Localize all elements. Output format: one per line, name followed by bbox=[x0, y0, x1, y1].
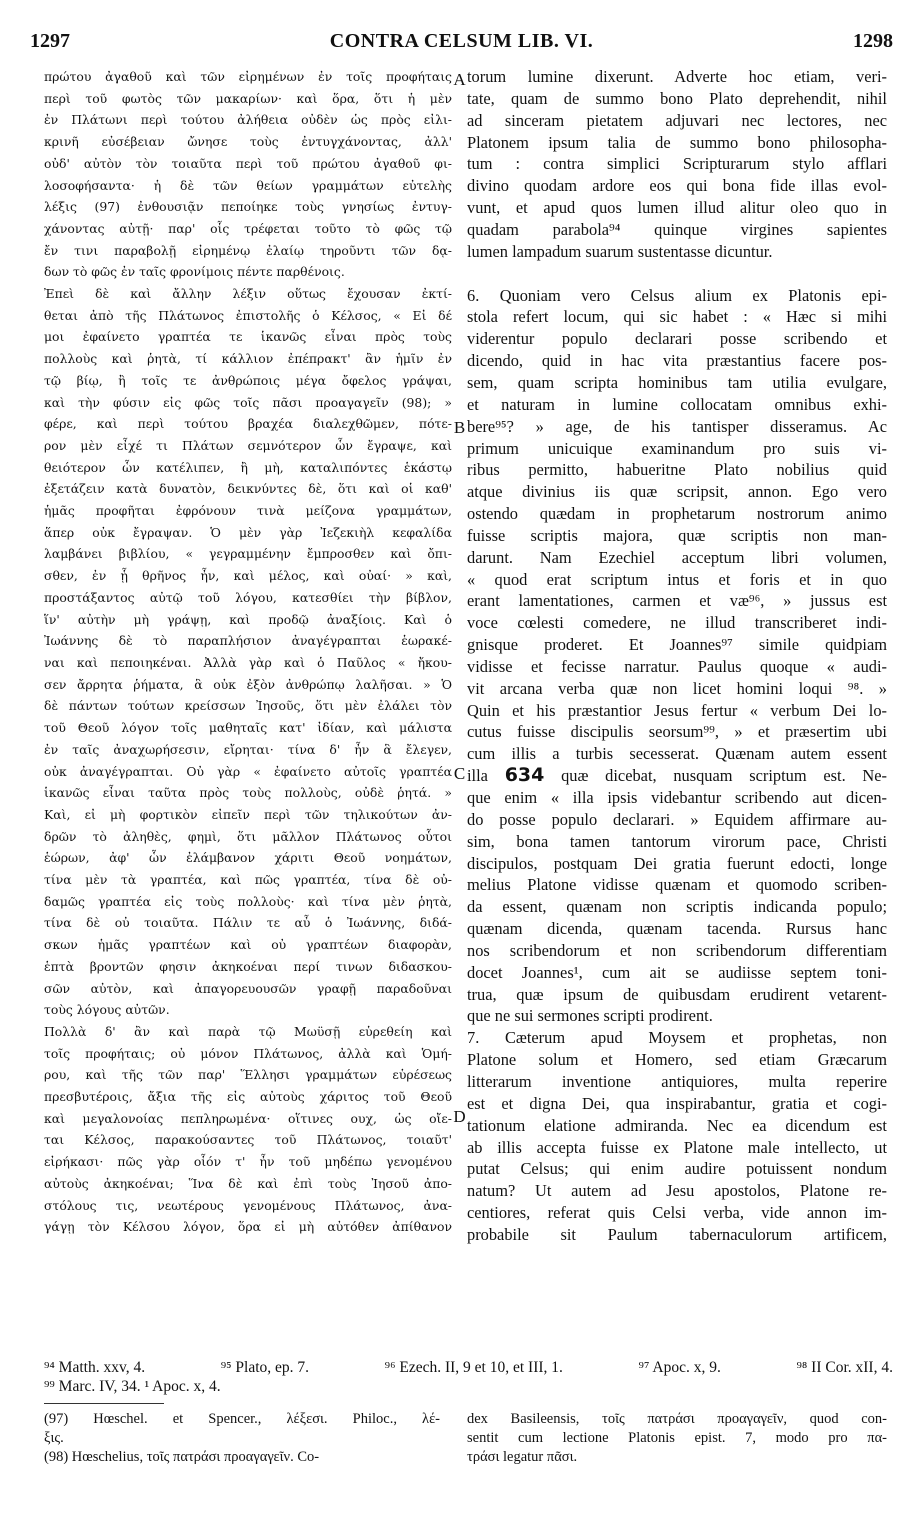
margin-marker-d: D bbox=[453, 1107, 466, 1126]
greek-text-line: καὶ μεγαλονοίας πεπληρωμένα· οἵτινες ουχ, ὡς οἴε- bbox=[44, 1110, 452, 1126]
latin-text-line: sim, bona tamen tantorum virorum pace, Christi bbox=[467, 831, 887, 851]
greek-text-line: Καὶ, εἰ μὴ φορτικὸν εἰπεῖν περὶ τῶν τηλικούτων ἀν- bbox=[44, 806, 452, 822]
footnote-line: ⁹⁹ Marc. IV, 34. ¹ Apoc. x, 4. bbox=[44, 1378, 221, 1395]
greek-text-line: ρον μὲν εἶχέ τι Πλάτων σεμνότερον ὧν ἔγραψε, καὶ bbox=[44, 437, 452, 453]
latin-text-line: fuisse scriptis majora, quæ scriptis non man- bbox=[467, 525, 887, 545]
latin-text-line: « quod erat scriptum intus et foris et in quo bbox=[467, 569, 887, 589]
greek-text-line: τοὺς λόγους αὐτῶν. bbox=[44, 1002, 170, 1018]
greek-text-line: δρῶν τὸ ἀληθὲς, φημὶ, ὅτι μᾶλλον Πλάτωνος οὗτοι bbox=[44, 828, 452, 844]
latin-text-line: que enim « illa ipsis videbantur scribendo aut dicen- bbox=[467, 788, 887, 807]
latin-text-line: viderentur populo declarari posse scribendo et bbox=[467, 329, 887, 349]
greek-text-line: σθεν, ἐν ᾗ θρῆνος ἦν, καὶ μέλος, καὶ οὐαί· » καὶ, bbox=[44, 568, 452, 584]
greek-text-line: οὐδ' αὐτὸν τὸν τοιαῦτα περὶ τοῦ πρώτου ἀγαθοῦ φι- bbox=[44, 155, 452, 171]
latin-text-line: que ne sui sermones scripti prodirent. bbox=[467, 1006, 713, 1026]
latin-text-line: erant lamentationes, carmen et væ⁹⁶, » jussus est bbox=[467, 591, 887, 611]
greek-text-line: στόλους τις, νεωτέρους γενομένους Πλάτωνος, ἀνα- bbox=[44, 1197, 452, 1213]
latin-text-line: litterarum inventione antiquiores, multa reperire bbox=[467, 1071, 887, 1091]
greek-text-line: σεν ἄρρητα ῥήματα, ἃ οὐκ ἐξὸν ἀνθρώπῳ λαλῆσαι. » Ὁ bbox=[44, 676, 452, 692]
greek-text-line: δὲ πάντων τούτων κρείσσων Ἰησοῦς, ὅτι μὲν ἐλάλει τὸν bbox=[44, 698, 452, 714]
critical-notes-right bbox=[467, 1410, 887, 1467]
footnote-entry: ⁹⁶ Ezech. II, 9 et 10, et III, 1. bbox=[384, 1359, 563, 1376]
greek-text-line: ἅπερ οὐκ ἔγραψαν. Ὁ μὲν γὰρ Ἰεζεκιὴλ κεφαλίδα bbox=[44, 524, 452, 540]
greek-text-line: δων τὸ φῶς ἐν ταῖς φρονίμοις πέντε παρθένοις. bbox=[44, 264, 345, 280]
greek-text-line: πρεσβυτέροις, ἄξια τῆς εἰς αὐτοὺς χάριτος τοῦ Θεοῦ bbox=[44, 1089, 452, 1105]
greek-text-line: λαμβάνει βιβλίου, « γεγραμμένην ἔμπροσθεν καὶ ὄπι- bbox=[44, 546, 452, 562]
footnotes bbox=[44, 1358, 893, 1396]
text-line-634 bbox=[467, 765, 887, 787]
latin-text-line: docet Joannes¹, cum ait se audiisse septem toni- bbox=[467, 962, 887, 982]
footnote-entry: ⁹⁵ Plato, ep. 7. bbox=[220, 1359, 310, 1376]
latin-text-line: tate, quam de summo bono Plato deprehendit, nihil bbox=[467, 88, 887, 108]
latin-text-line: do posse populo declarari. » Equidem affirmare au- bbox=[467, 809, 887, 829]
greek-text-line: θειότερον ὧν κατέλιπεν, ἢ μὴ, καταλιπόντες ἑκάστῳ bbox=[44, 459, 452, 475]
latin-text-line: bere⁹⁵? » age, de his tantisper disseramus. Ac bbox=[467, 416, 887, 436]
latin-text-line: ab illis accepta fuisse ex Platone male intellecto, ut bbox=[467, 1137, 887, 1157]
latin-text-line: atque divinius iis quæ scripsit, annon. Ego vero bbox=[467, 482, 887, 502]
text-fragment: quæ dicebat, nusquam scriptum est. Ne- bbox=[561, 766, 887, 786]
latin-text-line: darunt. Nam Ezechiel acceptum libri volumen, bbox=[467, 547, 887, 567]
greek-text-line: ἑώρων, ἀφ' ὧν ἐλάμβανον χάριτι Θεοῦ νοημάτων, bbox=[44, 850, 452, 866]
latin-text-line: tationum elatione admiranda. Nec ea dicendum est bbox=[467, 1115, 887, 1135]
greek-text-line: σκων ἡμᾶς γραπτέων καὶ οὐ γραπτέων διαφορὰν, bbox=[44, 937, 452, 953]
latin-text-line: 7. Cæterum apud Moysem et prophetas, non bbox=[467, 1028, 887, 1048]
greek-text-line: Ἐπεὶ δὲ καὶ ἄλλην λέξιν οὕτως ἔχουσαν ἐκτί- bbox=[44, 286, 452, 302]
margin-marker-c: C bbox=[453, 764, 466, 783]
latin-text-line: tum : contra simplici Scripturarum stylo afflari bbox=[467, 154, 887, 174]
page-number-right: 1298 bbox=[853, 30, 893, 52]
latin-text-line: et naturam in lumine collocatam omnibus exhi- bbox=[467, 394, 887, 414]
critical-note-line: (97) Hœschel. et Spencer., λέξεσι. Philoc., λέ- bbox=[44, 1411, 440, 1427]
greek-text-line: προστάξαντος αὐτῷ τοῦ λόγου, κατεσθίει τὴν βίβλον, bbox=[44, 589, 452, 605]
greek-text-line: Πολλὰ δ' ἂν καὶ παρὰ τῷ Μωϋσῇ εὑρεθείη καὶ bbox=[44, 1023, 452, 1039]
greek-text-line: ἐξετάζειν κατὰ δυνατὸν, δεικνύντες δὲ, ὅτι καὶ οἱ καθ' bbox=[44, 481, 452, 497]
latin-text-line: nos scribendorum et non scribendorum differentiam bbox=[467, 940, 887, 960]
latin-text-line: da essent, quænam non scriptis indicanda populo; bbox=[467, 897, 887, 917]
greek-text-line: τοῖς προφήταις; οὐ μόνον Πλάτωνος, ἀλλὰ καὶ Ὁμή- bbox=[44, 1045, 452, 1061]
latin-text-line: sem, quam scripta hominibus tam utilia evulgare, bbox=[467, 372, 887, 392]
greek-column bbox=[44, 66, 452, 1238]
greek-text-line: αὐτοὺς ἀκηκοέναι; Ἵνα δὲ καὶ ἐπὶ τοὺς Ἰησοῦ ἀπο- bbox=[44, 1175, 452, 1191]
latin-column bbox=[467, 66, 887, 1246]
critical-note-line: (98) Hœschelius, τοῖς πατράσι προαγαγεῖν. Co- bbox=[44, 1449, 320, 1465]
greek-text-line: τίνα δὲ οὐ τοιαῦτα. Πάλιν τε αὖ ὁ Ἰωάννης, διδά- bbox=[44, 915, 452, 931]
latin-text-line: ribus permitto, habueritne Plato nobilius quid bbox=[467, 460, 887, 480]
latin-text-line: voce cœlesti comedere, ne illud transcriberet indi- bbox=[467, 613, 887, 633]
latin-text-line: probabile sit Paulum tabernaculorum artificem, bbox=[467, 1224, 887, 1244]
footnote-entry: ⁹⁴ Matth. xxv, 4. bbox=[44, 1359, 146, 1376]
latin-text-line: vit arcana verba quæ non licet homini loqui ⁹⁸. » bbox=[467, 678, 887, 698]
greek-text-line: γάγῃ τὸν Κέλσου λόγον, ὅρα εἰ μὴ αὐτόθεν ἀπίθανον bbox=[44, 1219, 452, 1235]
latin-text-line: divino quodam ardore eos qui bona fide illas evol- bbox=[467, 176, 887, 196]
latin-text-line: ostendo quædam in prophetarum nostrorum animo bbox=[467, 504, 887, 524]
latin-text-line: torum lumine dixerunt. Adverte hoc etiam, veri- bbox=[467, 67, 887, 86]
greek-text-line: ρου, καὶ τῆς τῶν παρ' Ἕλλησι γραμμάτων εὑρέσεως bbox=[44, 1067, 452, 1083]
latin-text-line: natum? Ut autem ad Jesu apostolos, Platone re- bbox=[467, 1181, 887, 1201]
latin-text-line: vidisse et fecisse narratur. Paulus quoque « audi- bbox=[467, 656, 887, 676]
latin-text-line: primum unicuique examinandum pro suis vi- bbox=[467, 438, 887, 458]
greek-text-line: οὐκ ἀναγέγραπται. Οὐ γὰρ « ἐφαίνετο αὐτοῖς γραπτέα bbox=[44, 763, 452, 779]
greek-text-line: εἰρήκασι· πῶς γὰρ οἷόν τ' ἦν τοῦ μηδέπω γενομένου bbox=[44, 1154, 452, 1170]
greek-text-line: λέξις (97) ἐνθουσιᾷν πεποίηκε τοὺς γνησίως ἐντυγ- bbox=[44, 199, 452, 215]
column-number-634: 634 bbox=[504, 765, 545, 787]
latin-text-line: stola refert locum, qui sic habet : « Hæc si mihi bbox=[467, 307, 887, 327]
page-number-left: 1297 bbox=[30, 30, 70, 52]
latin-text-line: lumen lampadum suarum sustentasse dicuntur. bbox=[467, 241, 773, 261]
latin-text-line: Platonem ipsum talia de summo bono philosopha- bbox=[467, 132, 887, 152]
latin-text-line: putat Celsus; qui enim audire potuissent nondum bbox=[467, 1159, 887, 1179]
greek-text-line: περὶ τοῦ φωτὸς τῶν μακαρίων· καὶ ὅρα, ὅτι ἡ μὲν bbox=[44, 90, 452, 106]
latin-text-line: est et digna Dei, qua inspirabantur, gratia et cogi- bbox=[467, 1093, 887, 1113]
greek-text-line: δαμῶς γραπτέα εἰς τοὺς πολλοὺς· καὶ τίνα μὲν ῥητὰ, bbox=[44, 893, 452, 909]
latin-text-line: cum illis a turbis secesserat. Quænam autem essent bbox=[467, 744, 887, 764]
greek-text-line: καὶ τὴν φύσιν εἰς φῶς τοῖς πᾶσι προαγαγεῖν (98); » bbox=[44, 394, 452, 410]
greek-text-line: ἵν' αὐτὴν μὴ γράψῃ, καὶ προδῷ ἀναξίοις. Καὶ ὁ bbox=[44, 611, 452, 627]
footnote-entry: ⁹⁸ II Cor. xII, 4. bbox=[796, 1359, 893, 1376]
critical-note-line: sentit cum lectione Platonis epist. 7, modo pro πα- bbox=[467, 1430, 887, 1446]
greek-text-line: ἑπτὰ βροντῶν φησιν ἀκηκοέναι περί τινων διδασκου- bbox=[44, 958, 452, 974]
greek-text-line: ται Κέλσος, παρακούσαντες τοῦ Πλάτωνος, τοιαῦτ' bbox=[44, 1132, 452, 1148]
greek-text-line: τοῦ Θεοῦ λόγον τοῖς μαθηταῖς κατ' ἰδίαν, καὶ μάλιστα bbox=[44, 720, 452, 736]
latin-text-line: quadam parabola⁹⁴ quinque virgines sapientes bbox=[467, 219, 887, 239]
latin-text-line: 6. Quoniam vero Celsus alium ex Platonis epi- bbox=[467, 285, 887, 305]
greek-text-line: τῷ βίῳ, ἢ τοῖς τε ἀνθρώποις μέγα ὄφελος γράψαι, bbox=[44, 372, 452, 388]
greek-text-line: φέρε, καὶ περὶ τούτου βραχέα διαλεχθῶμεν, πότε- bbox=[44, 416, 452, 432]
greek-text-line: ἡμᾶς προφῆται ἐφρόνουν τινὰ μείζονα γραμμάτων, bbox=[44, 503, 452, 519]
latin-text-line: quænam dicenda, quænam tacenda. Rursus hanc bbox=[467, 919, 887, 939]
greek-text-line: ἐν Πλάτωνι περὶ τούτου ἀλήθεια οὐδὲν ὡς πρὸς εἰλι- bbox=[44, 112, 452, 128]
footnote-entry: ⁹⁷ Apoc. x, 9. bbox=[638, 1359, 721, 1376]
latin-text-line: ad sinceram pietatem adjuvari nec lectores, nec bbox=[467, 110, 887, 130]
latin-text-line: melius Platone vidisse quænam et quomodo scriben- bbox=[467, 875, 887, 895]
latin-text-line: trua, quæ ipsum de quibusdam erudirent vetarent- bbox=[467, 984, 887, 1004]
greek-text-line: πολλοὺς καὶ ῥητὰ, τί κάλλιον ἐπέπρακτ' ἂν ἡμῖν ἐν bbox=[44, 351, 452, 367]
greek-text-line: τίνα μὲν τὰ γραπτέα, καὶ πῶς γραπτέα, τίνα δὲ οὐ- bbox=[44, 872, 452, 888]
greek-text-line: θεται ἀπὸ τῆς Πλάτωνος ἐπιστολῆς ὁ Κέλσος, « Εἰ δέ bbox=[44, 307, 452, 323]
running-header bbox=[30, 30, 893, 64]
critical-notes-left bbox=[44, 1410, 440, 1467]
paragraph-gap bbox=[467, 263, 887, 285]
margin-marker-b: B bbox=[453, 418, 466, 437]
text-fragment: illa bbox=[467, 766, 488, 786]
critical-note-line: τράσι legatur πᾶσι. bbox=[467, 1449, 578, 1465]
greek-text-line: ἐν ταῖς ἀναχωρήσεσιν, εἴρηται· τίνα δ' ἦν ἃ ἔλεγεν, bbox=[44, 741, 452, 757]
greek-text-line: ἔν τινι παραβολῇ εἰρημένῳ ἐλαίῳ τηροῦντι τῶν δᾳ- bbox=[44, 242, 452, 258]
latin-text-line: cutus fuisse discipulis seorsum⁹⁹, » et præsertim ubi bbox=[467, 722, 887, 742]
latin-text-line: Platone solum et Homero, sed etiam Græcarum bbox=[467, 1050, 887, 1070]
running-title: CONTRA CELSUM LIB. VI. bbox=[329, 30, 594, 52]
greek-text-line: Ἰωάννης δὲ τὸ παραπλήσιον ἀναγέγραπται ἑωρακέ- bbox=[44, 633, 452, 649]
latin-text-line: dicendo, quid in hac vita præstantius facere pos- bbox=[467, 351, 887, 371]
greek-text-line: λοσοφήσαντα· ἡ δὲ τῶν θείων γραμμάτων εὐτελὴς bbox=[44, 177, 452, 193]
greek-text-line: πρώτου ἀγαθοῦ καὶ τῶν εἰρημένων ἐν τοῖς προφήταις bbox=[44, 69, 452, 84]
greek-text-line: ἱκανῶς εἶναι ταῦτα πρὸς τοὺς πολλοὺς, οὐδὲ ῥητά. » bbox=[44, 785, 452, 801]
greek-text-line: σῶν αὐτὸν, καὶ ἀπαγορευουσῶν γραφῇ παραδοῦναι bbox=[44, 980, 452, 996]
greek-text-line: μοι ἐφαίνετο γραπτέα τε ἱκανῶς εἶναι πρὸς τοὺς bbox=[44, 329, 452, 345]
latin-text-line: vunt, et apud quos lumen illud alitur oleo quo in bbox=[467, 198, 887, 218]
critical-note-line: ξις. bbox=[44, 1430, 64, 1446]
margin-marker-a: A bbox=[453, 70, 466, 89]
greek-text-line: χάνοντας αὐτῇ· παρ' οἷς τρέφεται τοῦτο τὸ φῶς τῷ bbox=[44, 220, 452, 236]
latin-text-line: Quin et his præstantior Jesus fertur « verbum Dei lo- bbox=[467, 700, 887, 720]
latin-text-line: discipulos, postquam Dei gratia fuerunt edocti, longe bbox=[467, 853, 887, 873]
greek-text-line: κρινῆ εὐσέβειαν ὤνησε τοὺς ἐντυγχάνοντας, ἀλλ' bbox=[44, 134, 452, 150]
footnote-divider bbox=[44, 1403, 164, 1404]
latin-text-line: gnisque proderet. Et Joannes⁹⁷ simile quidpiam bbox=[467, 635, 887, 655]
latin-text-line: centiores, referat quis Celsi verba, vide annon im- bbox=[467, 1203, 887, 1223]
critical-note-line: dex Basileensis, τοῖς πατράσι προαγαγεῖν, quod con- bbox=[467, 1411, 887, 1427]
greek-text-line: ναι καὶ πεποιηκέναι. Ἀλλὰ γὰρ καὶ ὁ Παῦλος « ἤκου- bbox=[44, 654, 452, 670]
